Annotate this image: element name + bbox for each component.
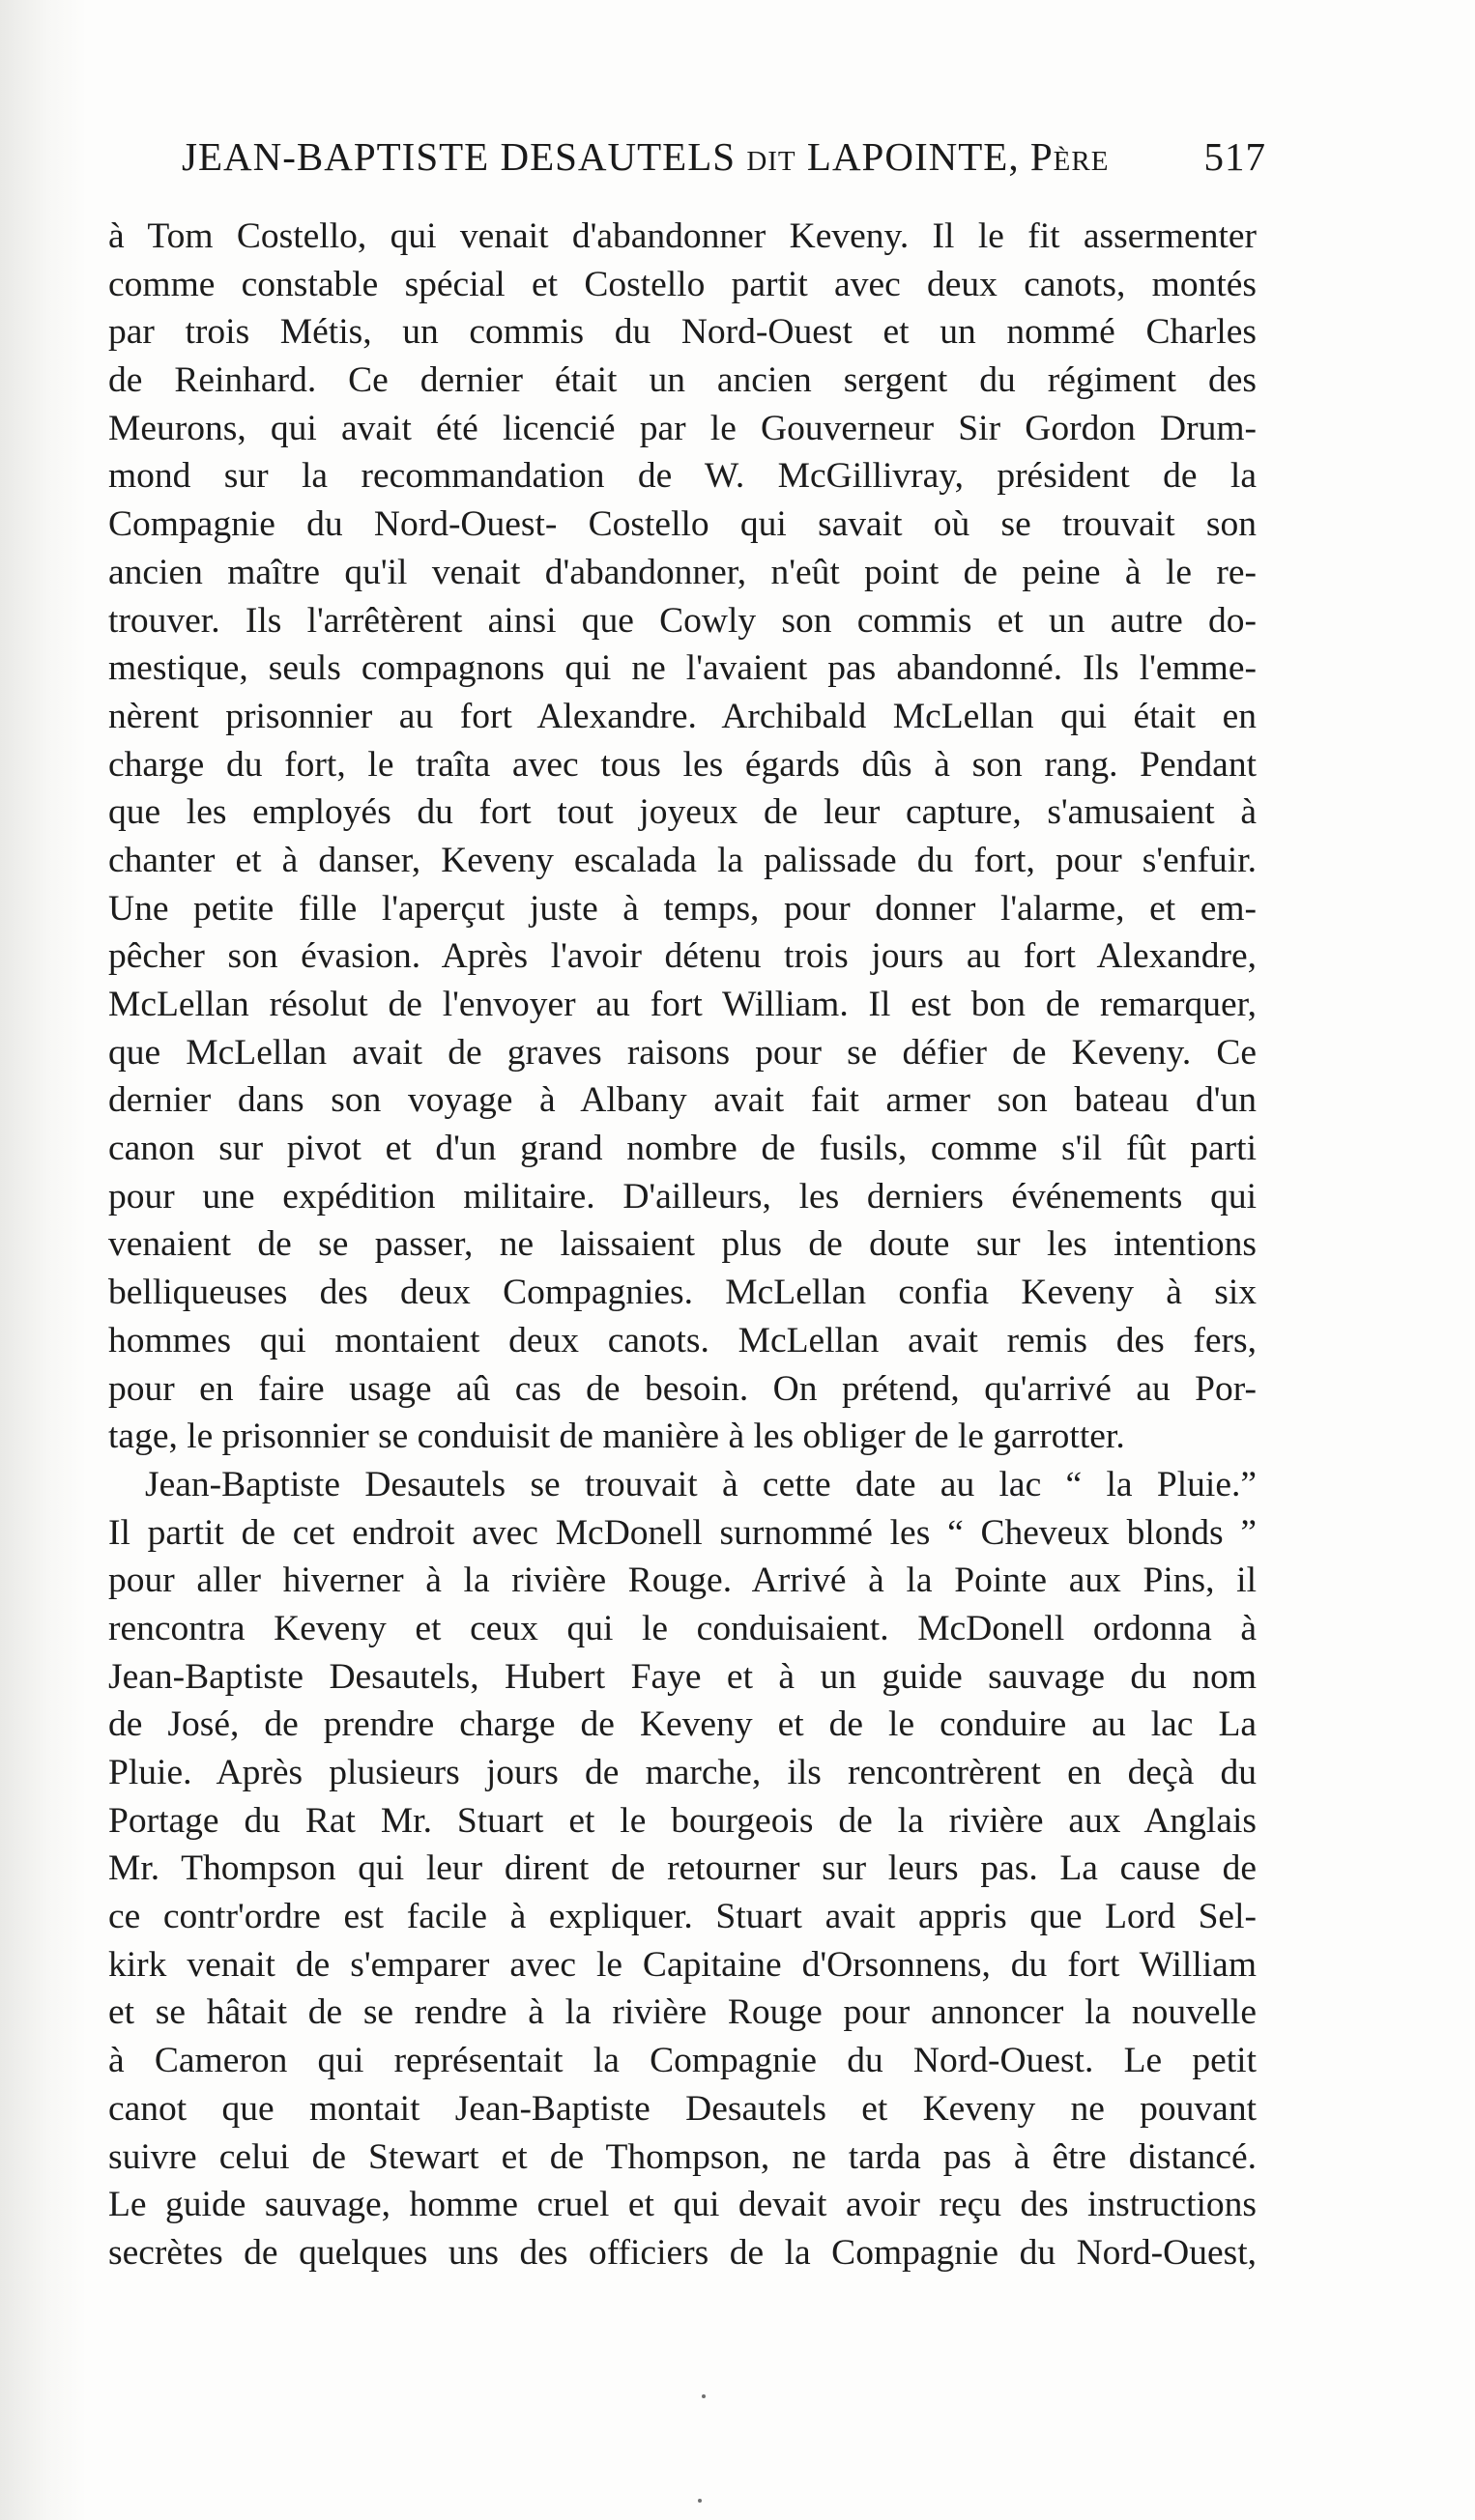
text-line: nèrent prisonnier au fort Alexandre. Archibald McLellan qui était en	[108, 696, 1257, 736]
page-number: 517	[1203, 134, 1266, 179]
text-line: pour une expédition militaire. D'ailleurs, les derniers événements qui	[108, 1176, 1257, 1217]
text-line: Il partit de cet endroit avec McDonell surnommé les “ Cheveux blonds ”	[108, 1512, 1257, 1553]
text-line: Le guide sauvage, homme cruel et qui devait avoir reçu des instructions	[108, 2185, 1257, 2225]
text-line: canon sur pivot et d'un grand nombre de fusils, comme s'il fût parti	[108, 1129, 1257, 1169]
text-line: de José, de prendre charge de Keveny et de le conduire au lac La	[108, 1704, 1257, 1745]
text-line: dernier dans son voyage à Albany avait fait armer son bateau d'un	[108, 1080, 1257, 1121]
text-line: que les employés du fort tout joyeux de leur capture, s'amusaient à	[108, 792, 1257, 833]
text-line: tage, le prisonnier se conduisit de manière à les obliger de le garrotter.	[108, 1417, 1125, 1457]
text-line: venaient de se passer, ne laissaient plus de doute sur les intentions	[108, 1224, 1257, 1265]
text-line: kirk venait de s'emparer avec le Capitaine d'Orsonnens, du fort William	[108, 1944, 1257, 1985]
text-line: chanter et à danser, Keveny escalada la palissade du fort, pour s'enfuir.	[108, 840, 1257, 880]
text-line: ancien maître qu'il venait d'abandonner, n'eût point de peine à le re-	[108, 552, 1257, 592]
text-line: McLellan résolut de l'envoyer au fort William. Il est bon de remarquer,	[108, 985, 1257, 1024]
text-line: de Reinhard. Ce dernier était un ancien sergent du régiment des	[108, 360, 1257, 401]
text-line: à Tom Costello, qui venait d'abandonner Keveny. Il le fit assermenter	[108, 216, 1257, 256]
text-line: suivre celui de Stewart et de Thompson, ne tarda pas à être distancé.	[108, 2136, 1257, 2177]
text-line: Compagnie du Nord-Ouest- Costello qui savait où se trouvait son	[108, 504, 1257, 545]
paper-speck	[702, 2394, 706, 2398]
paper-speck	[698, 2499, 702, 2503]
running-head	[182, 133, 1266, 191]
running-head-pere-initial: P	[1029, 134, 1054, 179]
text-line: secrètes de quelques uns des officiers de la Compagnie du Nord-Ouest,	[108, 2232, 1257, 2273]
running-head-title-part2: LAPOINTE,	[795, 134, 1030, 179]
running-head-title	[182, 133, 1109, 180]
text-line: rencontra Keveny et ceux qui le conduisaient. McDonell ordonna à	[108, 1608, 1257, 1648]
text-line: hommes qui montaient deux canots. McLellan avait remis des fers,	[108, 1320, 1257, 1360]
text-line: mond sur la recommandation de W. McGillivray, président de la	[108, 456, 1257, 497]
text-line: charge du fort, le traîta avec tous les égards dûs à son rang. Pendant	[108, 744, 1257, 785]
text-line: trouver. Ils l'arrêtèrent ainsi que Cowly son commis et un autre do-	[108, 600, 1257, 641]
text-line: canot que montait Jean-Baptiste Desautels et Keveny ne pouvant	[108, 2088, 1257, 2129]
text-line: par trois Métis, un commis du Nord-Ouest et un nommé Charles	[108, 312, 1257, 353]
text-line: pour aller hiverner à la rivière Rouge. Arrivé à la Pointe aux Pins, il	[108, 1561, 1257, 1601]
text-line: Mr. Thompson qui leur dirent de retourner sur leurs pas. La cause de	[108, 1848, 1257, 1889]
text-line: mestique, seuls compagnons qui ne l'avaient pas abandonné. Ils l'emme-	[108, 648, 1257, 689]
running-head-title-part1: JEAN-BAPTISTE DESAUTELS	[182, 134, 747, 179]
running-head-title-dit: DIT	[746, 146, 796, 177]
text-line: ce contr'ordre est facile à expliquer. Stuart avait appris que Lord Sel-	[108, 1897, 1257, 1937]
paragraph-first-line: Jean-Baptiste Desautels se trouvait à cette date au lac “ la Pluie.”	[145, 1464, 1257, 1504]
text-line: comme constable spécial et Costello partit avec deux canots, montés	[108, 264, 1257, 304]
text-line: que McLellan avait de graves raisons pour se défier de Keveny. Ce	[108, 1032, 1257, 1073]
text-line: Portage du Rat Mr. Stuart et le bourgeois de la rivière aux Anglais	[108, 1800, 1257, 1841]
text-line: Pluie. Après plusieurs jours de marche, ils rencontrèrent en deçà du	[108, 1753, 1257, 1792]
text-line: pour en faire usage aû cas de besoin. On prétend, qu'arrivé au Por-	[108, 1368, 1257, 1409]
text-line: et se hâtait de se rendre à la rivière Rouge pour annoncer la nouvelle	[108, 1992, 1257, 2033]
text-line: Jean-Baptiste Desautels, Hubert Faye et à un guide sauvage du nom	[108, 1656, 1257, 1697]
gutter-shadow	[0, 0, 87, 2520]
body-text	[108, 213, 1257, 2277]
text-line: belliqueuses des deux Compagnies. McLellan confia Keveny à six	[108, 1273, 1257, 1313]
running-head-pere-rest: ÈRE	[1053, 146, 1110, 177]
text-line: pêcher son évasion. Après l'avoir détenu trois jours au fort Alexandre,	[108, 936, 1257, 977]
text-line: Une petite fille l'aperçut juste à temps, pour donner l'alarme, et em-	[108, 888, 1257, 929]
text-line: à Cameron qui représentait la Compagnie du Nord-Ouest. Le petit	[108, 2041, 1257, 2081]
text-line: Meurons, qui avait été licencié par le Gouverneur Sir Gordon Drum-	[108, 408, 1257, 448]
